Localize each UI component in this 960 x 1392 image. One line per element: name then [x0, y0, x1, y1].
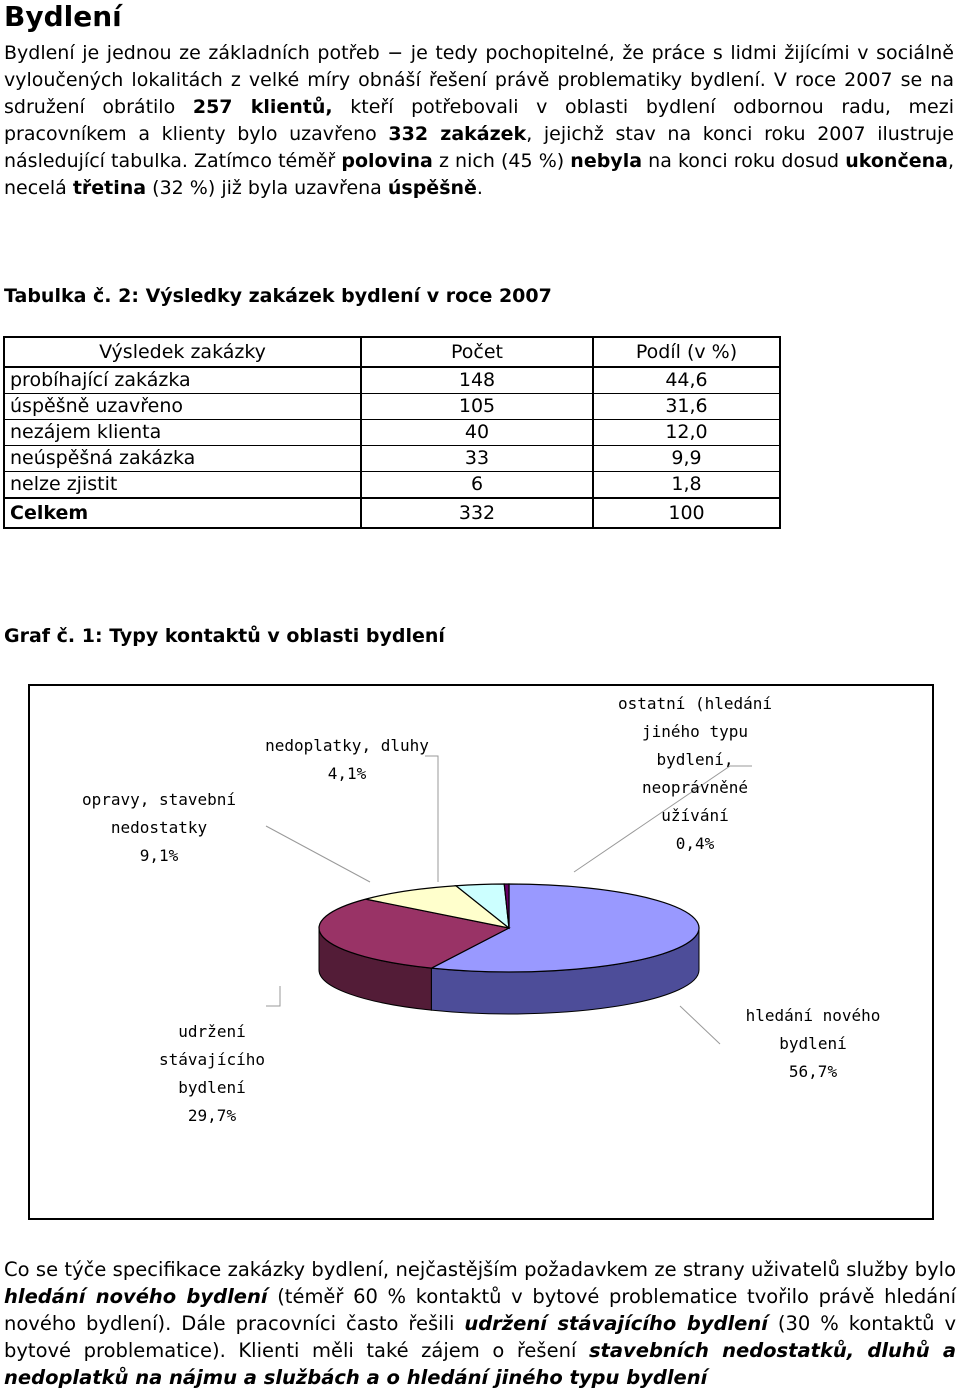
row-count: 40 [361, 420, 593, 446]
total-label: Celkem [4, 498, 361, 528]
row-label: nezájem klienta [4, 420, 361, 446]
total-count: 332 [361, 498, 593, 528]
table-header-row [4, 337, 780, 367]
pie-chart-frame [28, 684, 934, 1220]
row-label: úspěšně uzavřeno [4, 394, 361, 420]
leader-line-1 [266, 826, 370, 882]
row-label: nelze zjistit [4, 472, 361, 499]
table-row [4, 472, 780, 499]
total-share: 100 [593, 498, 780, 528]
row-count: 33 [361, 446, 593, 472]
label-opravy: opravy, stavební nedostatky 9,1% [81, 790, 237, 865]
table-total-row [4, 498, 780, 528]
row-share: 1,8 [593, 472, 780, 499]
pie-chart [30, 686, 932, 1218]
header-share: Podíl (v %) [593, 337, 780, 367]
row-share: 44,6 [593, 367, 780, 394]
row-count: 105 [361, 394, 593, 420]
table-row [4, 420, 780, 446]
table-caption: Tabulka č. 2: Výsledky zakázek bydlení v roce 2007 [4, 285, 552, 307]
row-share: 9,9 [593, 446, 780, 472]
header-count: Počet [361, 337, 593, 367]
graph-caption: Graf č. 1: Typy kontaktů v oblasti bydlení [4, 625, 445, 647]
label-udrzeni: udržení stávajícího bydlení 29,7% [159, 1022, 265, 1125]
leader-line-4 [680, 1006, 720, 1044]
label-nedoplatky: nedoplatky, dluhy 4,1% [265, 736, 429, 783]
label-hledani: hledání nového bydlení 56,7% [745, 1006, 881, 1081]
row-share: 31,6 [593, 394, 780, 420]
results-table [3, 336, 781, 529]
table-row [4, 394, 780, 420]
row-count: 148 [361, 367, 593, 394]
table-row [4, 446, 780, 472]
table-row [4, 367, 780, 394]
header-result: Výsledek zakázky [4, 337, 361, 367]
intro-paragraph: Bydlení je jednou ze základních potřeb − je tedy pochopitelné, že práce s lidmi žijícími v sociálně vyloučených lokalitách z velké míry obnáší řešení právě problematiky bydlení. V roce 2007 se na sdružení obrátilo 257 klientů, kteří potřebovali v oblasti bydlení odbornou radu, mezi pracovníkem a klienty bylo uzavřeno 332 zakázek, jejichž stav na konci roku 2007 ilustruje následující tabulka. Zatímco téměř polovina z nich (45 %) nebyla na konci roku dosud ukončena, necelá třetina (32 %) již byla uzavřena úspěšně. [4, 42, 954, 199]
closing-paragraph: Co se týče specifikace zakázky bydlení, nejčastějším požadavkem ze strany uživatelů služby bylo hledání nového bydlení (téměř 60 % kontaktů v bytové problematice tvořilo právě hledání nového bydlení). Dále pracovníci často řešili udržení stávajícího bydlení (30 % kontaktů v bytové problematice). Klienti měli také zájem o řešení stavebních nedostatků, dluhů a nedoplatků na nájmu a službách a o hledání jiného typu bydlení [4, 1258, 956, 1389]
row-label: probíhající zakázka [4, 367, 361, 394]
leader-line-3 [266, 986, 280, 1006]
page-title: Bydlení [4, 0, 122, 33]
row-share: 12,0 [593, 420, 780, 446]
label-ostatni: ostatní (hledání jiného typu bydlení, neoprávněné užívání 0,4% [617, 694, 773, 853]
row-label: neúspěšná zakázka [4, 446, 361, 472]
row-count: 6 [361, 472, 593, 499]
